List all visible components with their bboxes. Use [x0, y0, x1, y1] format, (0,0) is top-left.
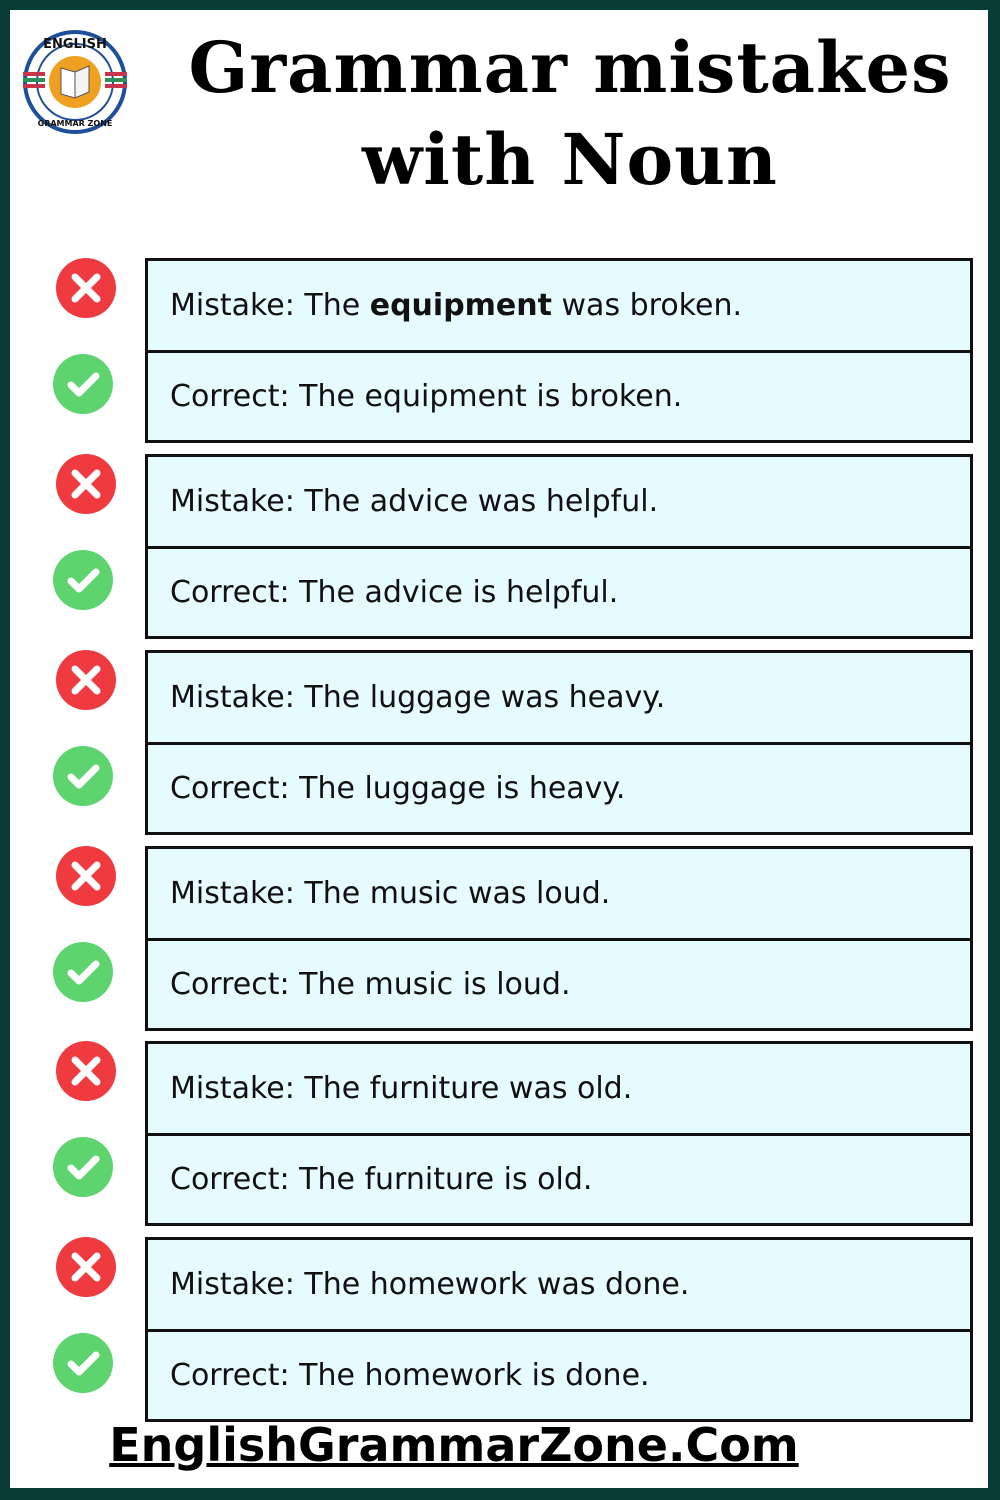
mistake-text: Mistake: The homework was done. — [170, 1267, 690, 1302]
correct-text: Correct: The luggage is heavy. — [170, 771, 626, 806]
correct-text: Correct: The equipment is broken. — [170, 379, 683, 414]
correct-text: Correct: The advice is helpful. — [170, 575, 619, 610]
mistake-pair — [145, 258, 973, 443]
website-footer[interactable]: EnglishGrammarZone.Com — [109, 1418, 799, 1472]
mistake-pair — [145, 846, 973, 1031]
mistake-text: Mistake: The furniture was old. — [170, 1071, 633, 1106]
correct-text: Correct: The homework is done. — [170, 1358, 650, 1393]
correct-icon — [53, 550, 113, 610]
correct-icon — [53, 1333, 113, 1393]
correct-row — [148, 350, 970, 440]
svg-text:GRAMMAR ZONE: GRAMMAR ZONE — [37, 119, 113, 128]
mistake-text: Mistake: The advice was helpful. — [170, 484, 659, 519]
correct-row — [148, 1329, 970, 1419]
wrong-icon — [56, 846, 116, 906]
mistake-text: Mistake: The luggage was heavy. — [170, 680, 666, 715]
mistake-pair — [145, 1041, 973, 1226]
correct-icon — [53, 1137, 113, 1197]
english-grammar-zone-logo — [21, 26, 129, 138]
wrong-icon — [56, 258, 116, 318]
correct-text: Correct: The furniture is old. — [170, 1162, 593, 1197]
mistake-pair — [145, 650, 973, 835]
wrong-icon — [56, 454, 116, 514]
wrong-icon — [56, 650, 116, 710]
correct-icon — [53, 746, 113, 806]
correct-row — [148, 546, 970, 636]
mistake-text: Mistake: The — [170, 288, 370, 323]
mistake-text: Mistake: The music was loud. — [170, 876, 611, 911]
svg-text:ENGLISH: ENGLISH — [43, 37, 107, 52]
correct-row — [148, 938, 970, 1028]
mistake-row — [148, 653, 970, 742]
correct-icon — [53, 354, 113, 414]
correct-text: Correct: The music is loud. — [170, 967, 571, 1002]
mistake-text-end: was broken. — [551, 288, 742, 323]
mistake-pair — [145, 1237, 973, 1422]
mistake-noun: equipment — [369, 288, 552, 323]
mistake-pair — [145, 454, 973, 639]
mistake-row — [148, 1240, 970, 1329]
mistake-row — [148, 457, 970, 546]
mistake-row — [148, 261, 970, 350]
wrong-icon — [56, 1041, 116, 1101]
correct-row — [148, 1133, 970, 1223]
title-line-1: Grammar mistakes — [188, 26, 952, 109]
mistake-row — [148, 849, 970, 938]
mistake-row — [148, 1044, 970, 1133]
correct-row — [148, 742, 970, 832]
wrong-icon — [56, 1237, 116, 1297]
page-title — [150, 22, 990, 206]
correct-icon — [53, 942, 113, 1002]
title-line-2: with Noun — [362, 118, 778, 201]
